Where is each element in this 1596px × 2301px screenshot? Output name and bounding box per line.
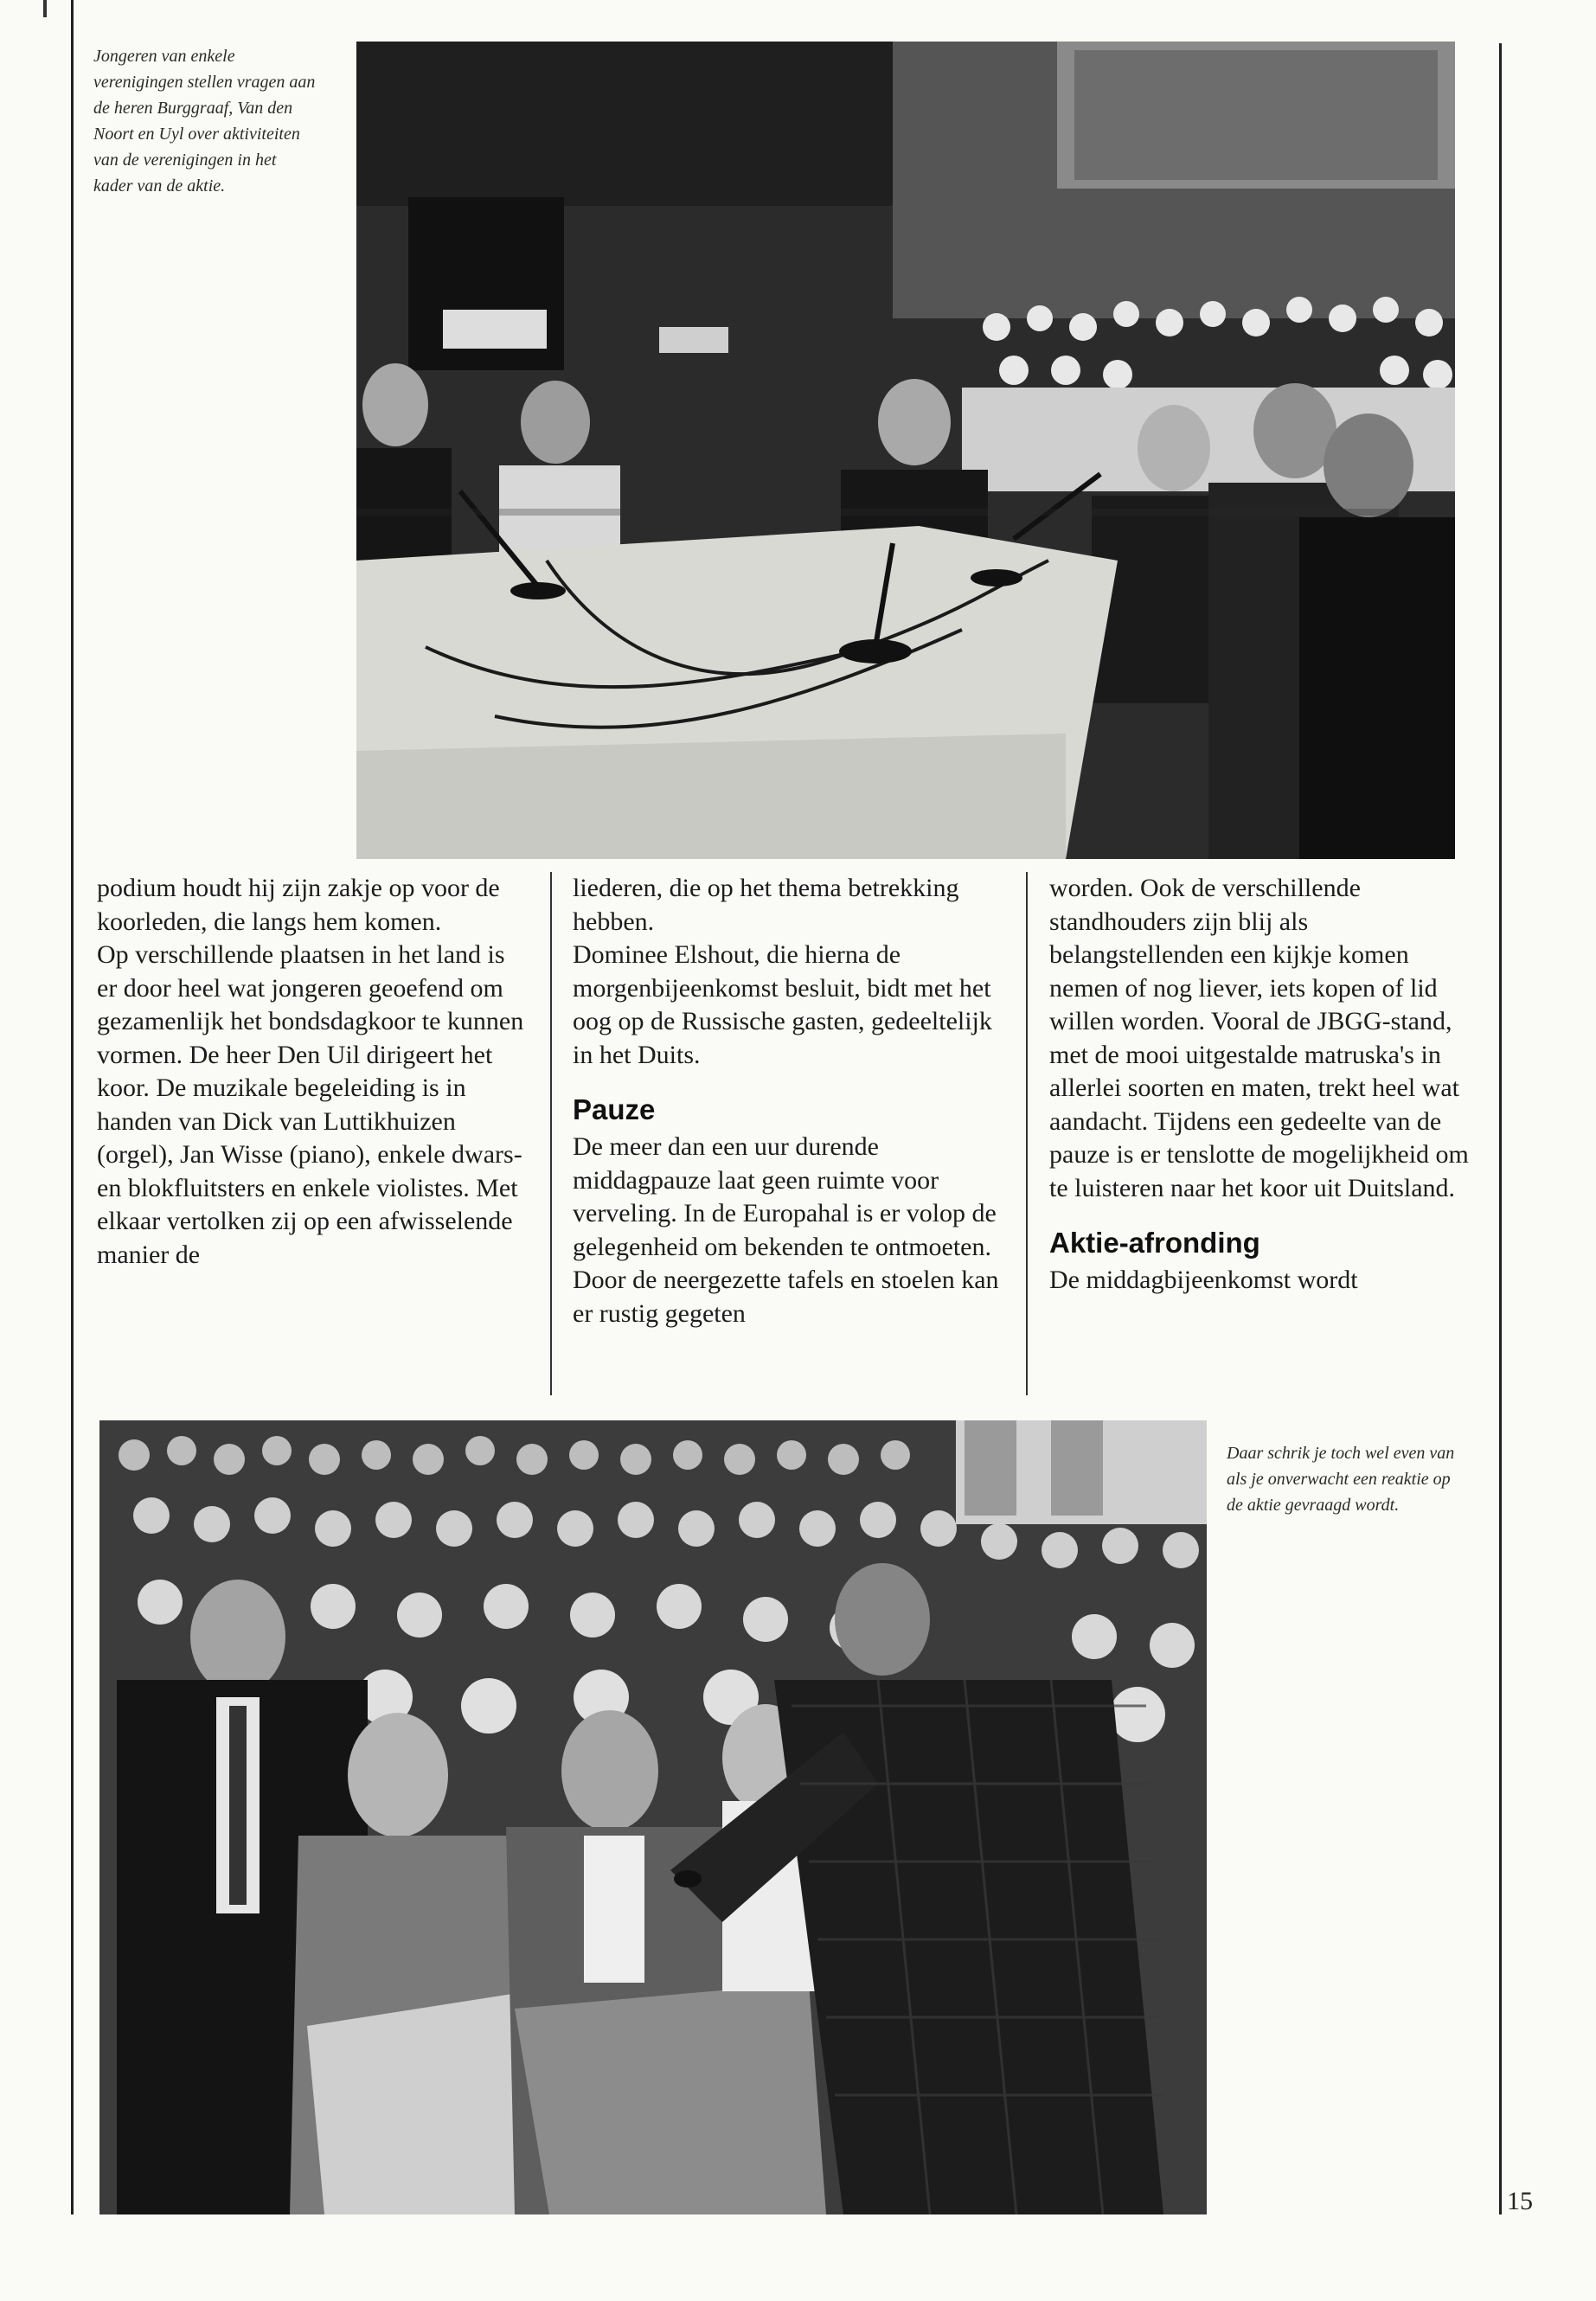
article-column-2 — [573, 872, 1005, 1330]
right-margin-rule — [1499, 43, 1502, 2214]
paragraph: De middagbijeenkomst wordt — [1049, 1266, 1358, 1294]
paragraph: Op verschillende plaatsen in het land is er door heel wat jongeren geoefend om gezamenlijk het bondsdagkoor te kunnen vormen. De heer Den Uil dirigeert het koor. De muzikale begeleiding is in handen van Dick van Luttikhuizen (orgel), Jan Wisse (piano), enkele dwars- en blokfluitsters en enkele violistes. Met elkaar vertolken zij op een afwisselende manier de — [97, 940, 524, 1269]
section-heading-pauze: Pauze — [573, 1093, 656, 1125]
edge-mark — [43, 0, 47, 17]
article-column-3 — [1049, 872, 1482, 1298]
photo-audience-interview — [99, 1420, 1207, 2214]
section-heading-aktie-afronding: Aktie-afronding — [1049, 1227, 1260, 1259]
photo-panel-discussion — [356, 42, 1455, 859]
left-margin-rule — [71, 0, 74, 2214]
column-divider-2 — [1026, 872, 1028, 1395]
paragraph: Dominee Elshout, die hierna de morgenbijeenkomst besluit, bidt met het oog op de Russische gasten, gedeeltelijk in het Duits. — [573, 940, 992, 1069]
photo-caption-top: Jongeren van enkele verenigingen stellen vragen aan de heren Burggraaf, Van den Noort en Uyl over aktiviteiten van de verenigingen in het kader van de aktie. — [93, 47, 316, 195]
column-divider-1 — [550, 872, 552, 1395]
page-number: 15 — [1507, 2187, 1533, 2215]
article-column-1 — [97, 872, 529, 1272]
paragraph: liederen, die op het thema betrekking hebben. — [573, 874, 959, 936]
paragraph: De meer dan een uur durende middagpauze laat geen ruimte voor verveling. In de Europahal is er volop de gelegenheid om bekenden te ontmoeten. Door de neergezette tafels en stoelen kan er rustig gegeten — [573, 1132, 999, 1328]
paragraph: podium houdt hij zijn zakje op voor de koorleden, die langs hem komen. — [97, 874, 500, 936]
photo-caption-bottom: Daar schrik je toch wel even van als je onverwacht een reaktie op de aktie gevraagd wordt. — [1227, 1444, 1455, 1515]
paragraph: worden. Ook de verschillende standhouders zijn blij als belangstellenden een kijkje komen nemen of nog liever, iets kopen of lid willen worden. Vooral de JBGG-stand, met de mooi uitgestalde matruska's in allerlei soorten en maten, trekt heel wat aandacht. Tijdens een gedeelte van de pauze is er tenslotte de mogelijkheid om te luisteren naar het koor uit Duitsland. — [1049, 874, 1469, 1202]
